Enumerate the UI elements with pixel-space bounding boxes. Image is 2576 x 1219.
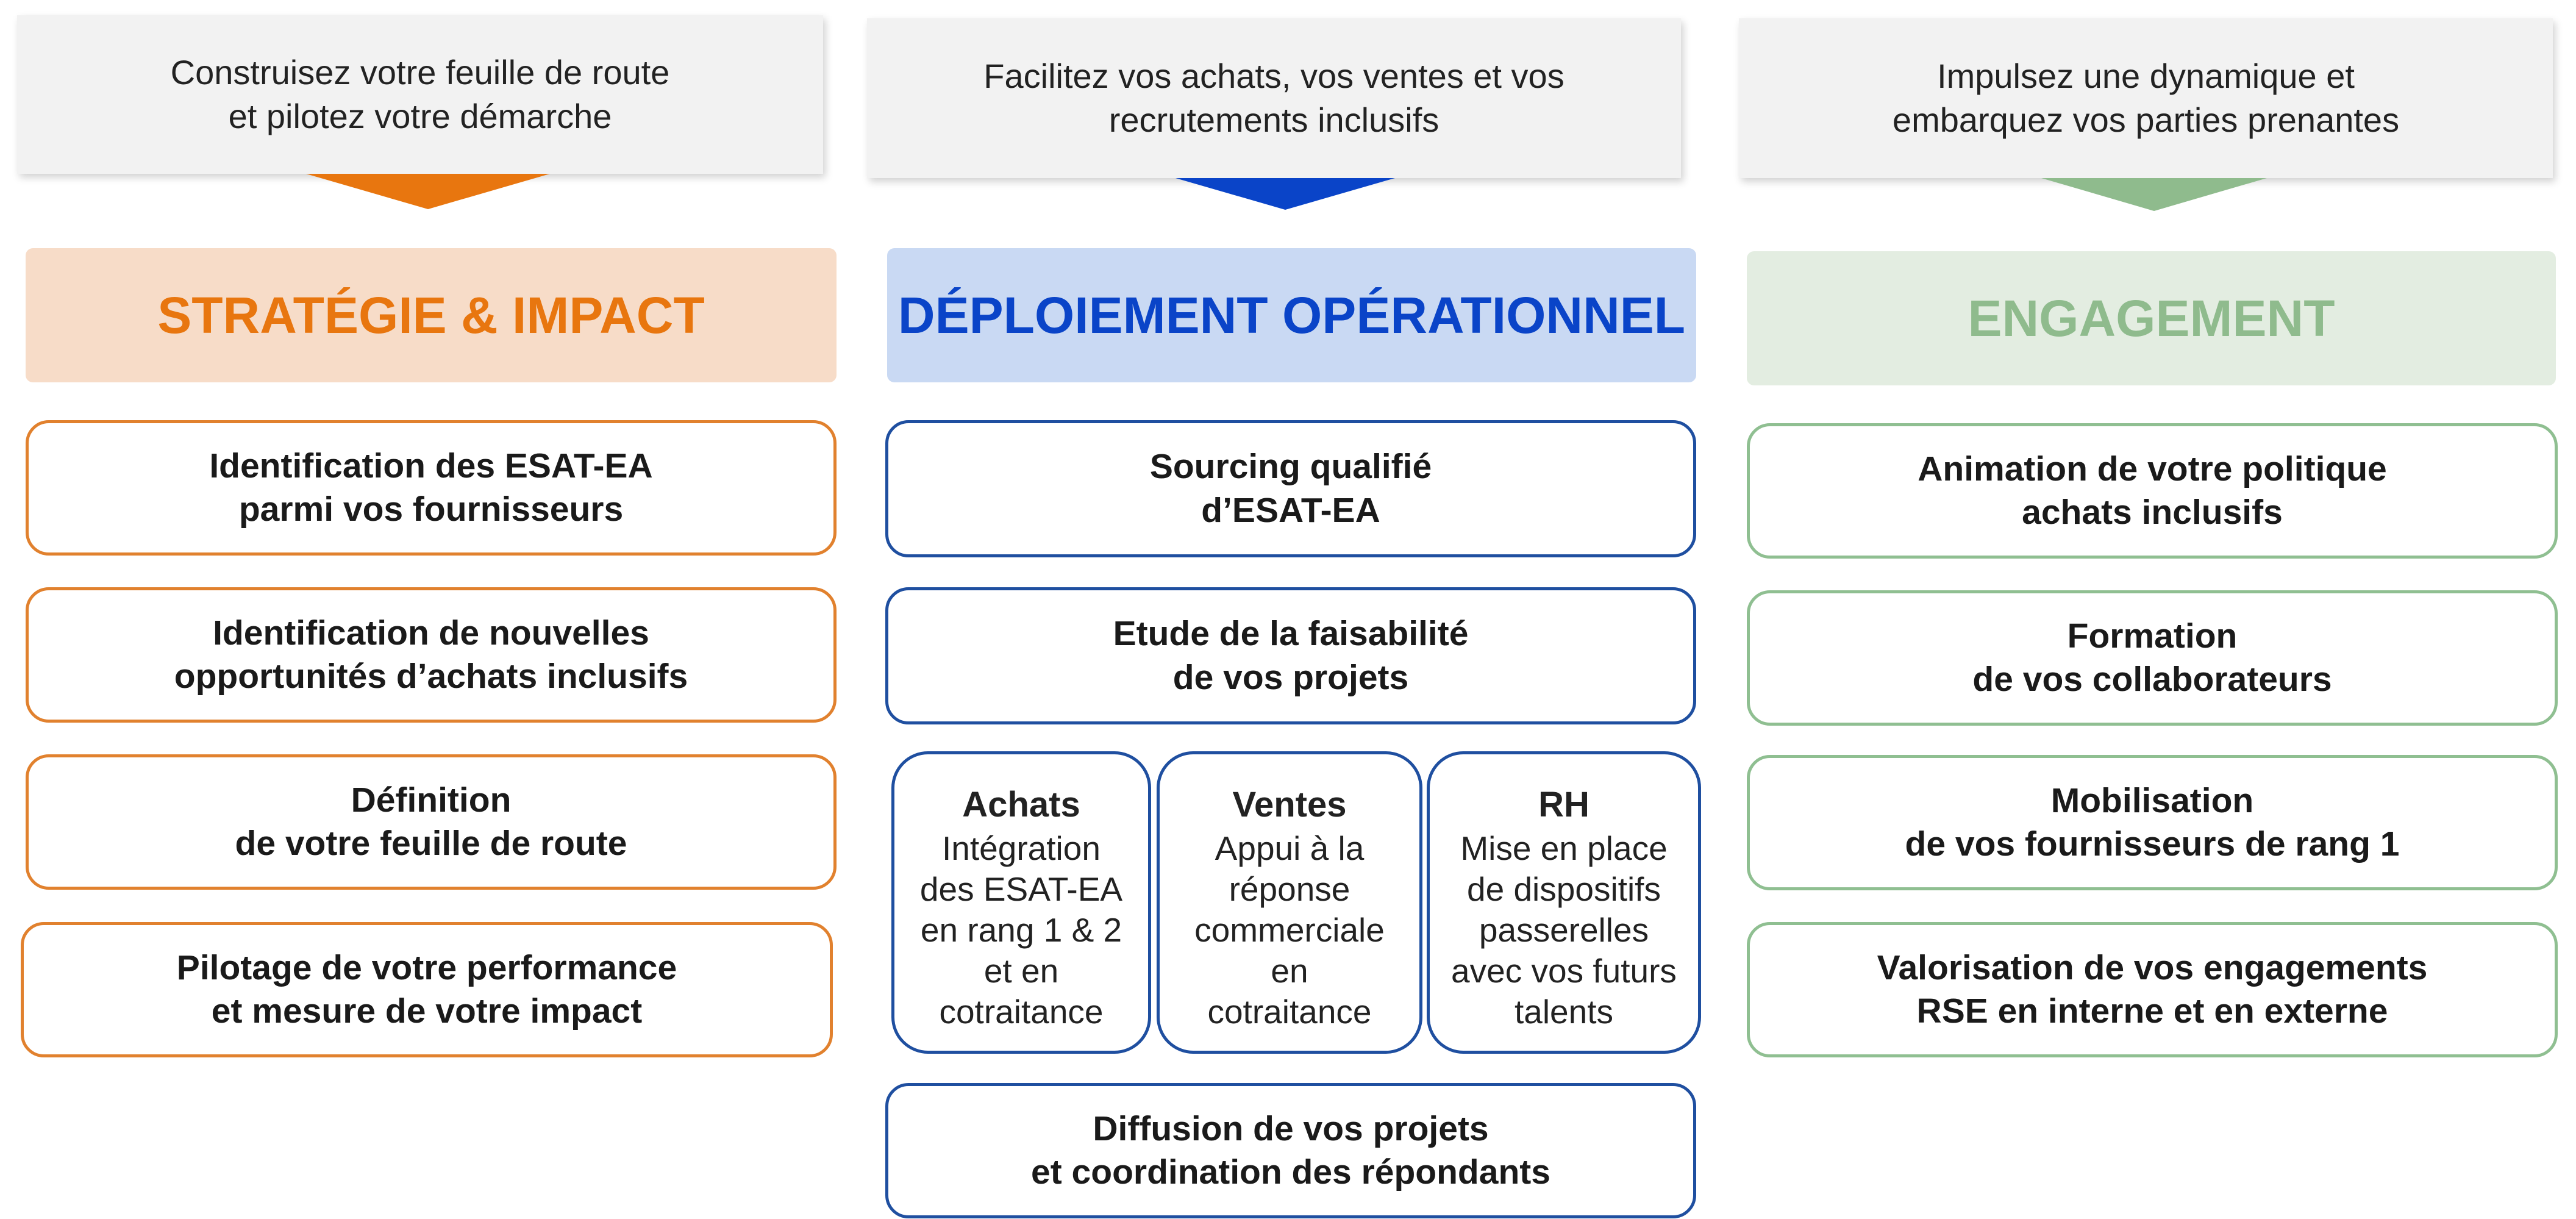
sub-achats-line: Intégration (942, 829, 1101, 867)
deployment-item-3 (885, 1083, 1696, 1218)
intro-deployment-line-1: Facilitez vos achats, vos ventes et vos (983, 57, 1565, 96)
arrow-down-icon (2041, 178, 2267, 211)
sub-achats-title: Achats (962, 785, 1080, 824)
arrow-down-icon (306, 174, 550, 209)
engagement-item-4-line-1: Valorisation de vos engagements (1877, 948, 2428, 987)
engagement-item-2-line-2: de vos collaborateurs (1972, 660, 2332, 699)
deployment-item-1 (885, 420, 1696, 557)
sub-rh-line: de dispositifs (1467, 870, 1661, 908)
engagement-item-3 (1747, 755, 2558, 890)
strategy-item-1 (26, 420, 837, 556)
section-title-deployment: DÉPLOIEMENT OPÉRATIONNEL (887, 248, 1696, 382)
deployment-item-2-line-1: Etude de la faisabilité (1113, 614, 1469, 654)
sub-rh-line: avec vos futurs (1451, 952, 1677, 990)
deployment-item-3-line-1: Diffusion de vos projets (1093, 1109, 1489, 1148)
engagement-item-1-line-2: achats inclusifs (2022, 493, 2283, 532)
deployment-sub-achats (891, 751, 1151, 1054)
sub-achats-line: et en (983, 952, 1059, 990)
intro-engagement-line-1: Impulsez une dynamique et (1937, 57, 2355, 96)
strategy-item-4 (21, 922, 833, 1057)
intro-strategy (17, 15, 823, 174)
sub-achats-line: des ESAT-EA (919, 870, 1123, 908)
strategy-item-2 (26, 587, 837, 723)
strategy-item-2-line-1: Identification de nouvelles (213, 613, 649, 652)
intro-strategy-line-1: Construisez votre feuille de route (170, 53, 670, 92)
intro-engagement-line-2: embarquez vos parties prenantes (1892, 101, 2400, 139)
intro-strategy-line-2: et pilotez votre démarche (228, 97, 612, 135)
deployment-item-2-line-2: de vos projets (1172, 657, 1409, 697)
engagement-item-1-line-1: Animation de votre politique (1918, 449, 2387, 488)
sub-ventes-line: réponse (1229, 870, 1350, 908)
sub-rh-line: passerelles (1479, 910, 1649, 949)
strategy-item-4-line-2: et mesure de votre impact (211, 992, 643, 1031)
sub-ventes-line: en (1271, 952, 1308, 990)
intro-engagement (1739, 18, 2553, 178)
strategy-item-1-line-2: parmi vos fournisseurs (238, 490, 624, 529)
strategy-item-3 (26, 754, 837, 890)
engagement-item-3-line-2: de vos fournisseurs de rang 1 (1905, 824, 2400, 863)
deployment-item-2 (885, 587, 1696, 724)
engagement-item-4-line-2: RSE en interne et en externe (1916, 992, 2388, 1031)
section-title-engagement: ENGAGEMENT (1747, 251, 2556, 385)
deployment-sub-rh (1427, 751, 1701, 1054)
section-title-strategy: STRATÉGIE & IMPACT (26, 248, 837, 382)
sub-ventes-title: Ventes (1232, 785, 1347, 824)
strategy-item-3-line-1: Définition (351, 780, 512, 820)
engagement-item-1 (1747, 423, 2558, 559)
engagement-item-2-line-1: Formation (2067, 616, 2238, 656)
sub-achats-line: en rang 1 & 2 (920, 910, 1122, 949)
sub-ventes-line: commerciale (1194, 910, 1385, 949)
intro-deployment-line-2: recrutements inclusifs (1108, 101, 1440, 139)
deployment-item-1-line-1: Sourcing qualifié (1149, 447, 1432, 487)
strategy-item-2-line-2: opportunités d’achats inclusifs (174, 657, 688, 696)
sub-ventes-line: Appui à la (1215, 829, 1365, 867)
sub-achats-line: cotraitance (939, 993, 1104, 1031)
engagement-item-2 (1747, 590, 2558, 726)
engagement-item-4 (1747, 922, 2558, 1057)
sub-rh-title: RH (1538, 785, 1589, 824)
deployment-item-3-line-2: et coordination des répondants (1031, 1153, 1550, 1192)
strategy-item-1-line-1: Identification des ESAT-EA (209, 446, 653, 485)
intro-deployment (867, 18, 1681, 178)
arrow-down-icon (1176, 178, 1395, 210)
deployment-item-1-line-2: d’ESAT-EA (1201, 490, 1380, 530)
strategy-item-4-line-1: Pilotage de votre performance (176, 948, 677, 987)
deployment-sub-ventes (1157, 751, 1422, 1054)
strategy-item-3-line-2: de votre feuille de route (235, 824, 627, 863)
sub-rh-line: talents (1514, 993, 1614, 1031)
engagement-item-3-line-1: Mobilisation (2050, 781, 2254, 820)
sub-ventes-line: cotraitance (1207, 993, 1372, 1031)
sub-rh-line: Mise en place (1460, 829, 1668, 867)
